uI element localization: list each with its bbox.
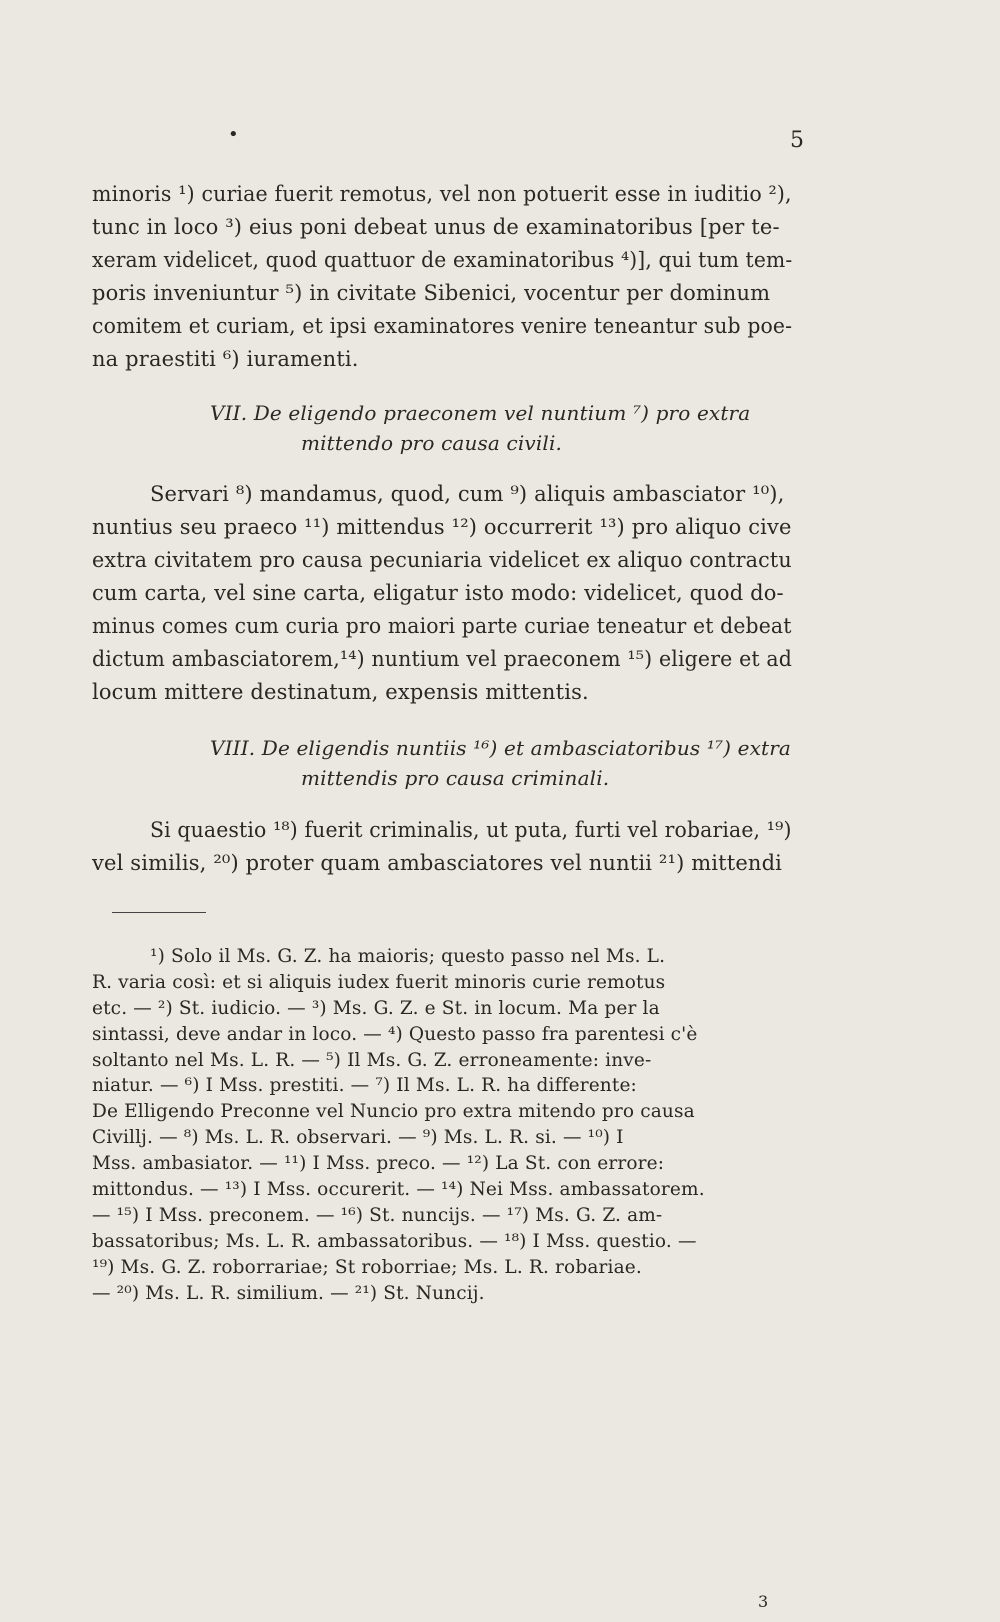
footnote-line: — ²⁰) Ms. L. R. similium. — ²¹) St. Nuncij. [92, 1282, 485, 1304]
footnote-line: Civillj. — ⁸) Ms. L. R. observari. — ⁹) Ms. L. R. si. — ¹⁰) I [92, 1127, 624, 1149]
paragraph-1-line: tunc in loco ³) eius poni debeat unus de examinatoribus [per te- [92, 215, 780, 239]
footnote-line: bassatoribus; Ms. L. R. ambassatoribus. — ¹⁸) I Mss. questio. — [92, 1230, 697, 1252]
paragraph-2 [92, 478, 792, 709]
paragraph-1-line: poris inveniuntur ⁵) in civitate Sibenici, vocentur per dominum [92, 281, 771, 305]
paragraph-3-line: Si quaestio ¹⁸) fuerit criminalis, ut puta, furti vel robariae, ¹⁹) [150, 818, 792, 842]
footnote-line: soltanto nel Ms. L. R. — ⁵) Il Ms. G. Z. erroneamente: inve- [92, 1049, 652, 1071]
paragraph-1-line: minoris ¹) curiae fuerit remotus, vel non potuerit esse in iuditio ²), [92, 182, 792, 206]
footnote-line: — ¹⁵) I Mss. preconem. — ¹⁶) St. nuncijs. — ¹⁷) Ms. G. Z. am- [92, 1204, 663, 1226]
paragraph-3 [92, 814, 792, 880]
paragraph-3-line: vel similis, ²⁰) proter quam ambasciatores vel nuntii ²¹) mittendi [92, 851, 783, 875]
footnote-line: R. varia così: et si aliquis iudex fuerit minoris curie remotus [92, 971, 666, 993]
footnote-line: De Elligendo Preconne vel Nuncio pro extra mitendo pro causa [92, 1101, 695, 1123]
footnote-line: etc. — ²) St. iudicio. — ³) Ms. G. Z. e St. in locum. Ma per la [92, 997, 660, 1019]
paragraph-1-line: na praestiti ⁶) iuramenti. [92, 347, 359, 371]
footnote-line: sintassi, deve andar in loco. — ⁴) Questo passo fra parentesi c'è [92, 1023, 698, 1045]
heading-vii-line: VII. De eligendo praeconem vel nuntium ⁷) pro extra [210, 401, 751, 425]
paragraph-2-line: extra civitatem pro causa pecuniaria videlicet ex aliquo contractu [92, 548, 792, 572]
paragraph-1-line: comitem et curiam, et ipsi examinatores venire teneantur sub poe- [92, 314, 793, 338]
footnote-rule [112, 912, 206, 913]
page-mark: • [228, 124, 239, 145]
section-heading-vii [92, 398, 792, 458]
paragraph-2-line: minus comes cum curia pro maiori parte curiae teneatur et debeat [92, 614, 792, 638]
heading-viii-line: mittendis pro causa criminali. [301, 766, 610, 790]
heading-vii-line: mittendo pro causa civili. [301, 431, 563, 455]
paragraph-1 [92, 178, 792, 376]
paragraph-2-line: cum carta, vel sine carta, eligatur isto modo: videlicet, quod do- [92, 581, 784, 605]
footnote-line: ¹) Solo il Ms. G. Z. ha maioris; questo passo nel Ms. L. [150, 946, 666, 967]
footnotes [92, 944, 792, 1306]
section-heading-viii [92, 733, 792, 793]
paragraph-2-line: locum mittere destinatum, expensis mittentis. [92, 680, 589, 704]
paragraph-2-line: dictum ambasciatorem,¹⁴) nuntium vel praeconem ¹⁵) eligere et ad [92, 647, 793, 671]
paragraph-2-line: nuntius seu praeco ¹¹) mittendus ¹²) occurrerit ¹³) pro aliquo cive [92, 515, 792, 539]
footnote-line: ¹⁹) Ms. G. Z. roborrariae; St roborriae; Ms. L. R. robariae. [92, 1256, 642, 1278]
paragraph-1-line: xeram videlicet, quod quattuor de examinatoribus ⁴)], qui tum tem- [92, 248, 793, 272]
footnote-line: Mss. ambasiator. — ¹¹) I Mss. preco. — ¹²) La St. con errore: [92, 1153, 665, 1175]
signature-mark: 3 [758, 1592, 769, 1611]
heading-viii-line: VIII. De eligendis nuntiis ¹⁶) et ambasciatoribus ¹⁷) extra [210, 736, 791, 760]
page-number: 5 [790, 128, 804, 153]
footnote-line: mittondus. — ¹³) I Mss. occurerit. — ¹⁴) Nei Mss. ambassatorem. [92, 1179, 705, 1201]
footnote-line: niatur. — ⁶) I Mss. prestiti. — ⁷) Il Ms. L. R. ha differente: [92, 1075, 637, 1097]
paragraph-2-line: Servari ⁸) mandamus, quod, cum ⁹) aliquis ambasciator ¹⁰), [150, 482, 785, 506]
